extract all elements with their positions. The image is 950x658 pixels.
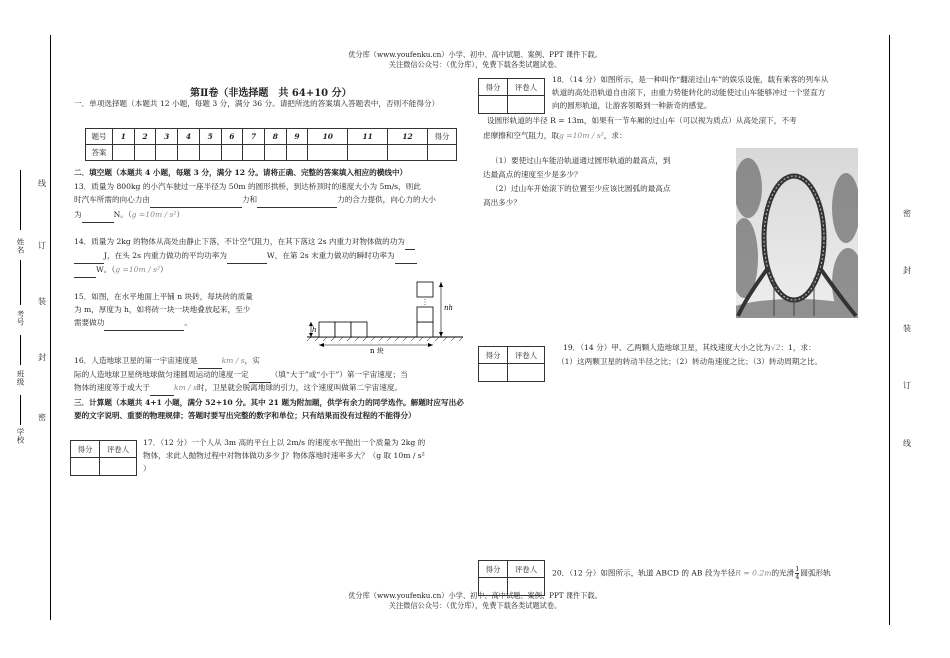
grader-cell[interactable] [508,364,545,382]
q16-line-a [74,355,474,369]
q18-line-e [483,130,876,143]
part2-title: 二．填空题（本题共 4 小题，每题 3 分，满分 12 分。请将正确、完整的答案填入相应的横线中） [74,168,408,177]
brick [351,322,367,337]
q18-line-b: 轨道的高处沿轨道自由滚下，由重力势能转化的动能使过山车能够冲过一个竖直方 [552,88,826,97]
blank[interactable] [198,355,222,369]
q13-text: ） [176,210,185,219]
table-cell: 3 [156,129,178,145]
label-n: n 块 [370,347,384,355]
q18-formula: g =10m / s² [558,131,604,140]
q13-text: 力的合力提供，向心力的大小 [337,195,436,204]
answer-cell[interactable] [243,145,265,161]
q13-line-c [74,209,474,223]
score-cell[interactable] [479,578,508,596]
part3-title: 三．计算题（本题共 4+1 小题，满分 52+10 分。其中 21 题为附加题，供学有余力的同学选作。解题时应写出必要的文字说明、重要的物理规律；答题时要写出完整的数字和单位；只有结果而没有过程的不能得分） [74,398,464,420]
answer-cell[interactable] [178,145,200,161]
binding-field-name: 姓名 [16,238,25,254]
table-cell: 7 [243,129,265,145]
binding-blank [20,260,21,305]
ground-hatch [307,337,463,341]
part1-intro: 一．单项选择题（本题共 12 小题，每题 3 分，满分 36 分。请把所选的答案填入答题表中，否则不能得分） [74,99,440,108]
answer-cell[interactable] [221,145,243,161]
q18-part2-b: 高出多少？ [483,198,521,207]
frac-num: 1 [795,565,800,573]
score-cell[interactable] [479,364,508,382]
q18-text: ，求： [603,131,627,140]
table-cell: 6 [221,129,243,145]
grader-label: 评卷人 [508,79,545,96]
q15-line-a: 15．如图，在水平地面上平铺 n 块砖，每块砖的质量 [74,292,253,301]
answer-cell[interactable] [308,145,348,161]
blank[interactable] [104,317,184,331]
answer-table [85,128,457,161]
grader-label: 评卷人 [508,561,545,578]
q16-text: ，实 [244,356,260,365]
q18-line-d: 设圆形轨道的半径 R = 13m，如果有一节车厢的过山车（可以视为质点）从高处滚下，不考 [487,116,797,125]
table-cell: 4 [178,129,200,145]
score-box [478,560,545,596]
table-cell: 9 [286,129,308,145]
q20-line-a [552,566,887,581]
q16-text: 物体的速度等于或大于 [74,383,150,392]
frac-den: 4 [795,573,800,581]
q14-text: W，在第 2s 末重力做功的瞬时功率为 [266,251,395,260]
answer-cell[interactable] [134,145,156,161]
score-label: 得分 [479,79,508,96]
q18-line-c: 向的圆形轨道，让游客领略到一种新奇的感觉。 [552,101,712,110]
table-cell: 题号 [86,129,113,145]
q16-line-b [74,369,474,383]
roller-coaster-image [736,148,858,318]
q14-text: W。（ [96,265,116,274]
q13-line-a: 13．质量为 800kg 的小汽车驶过一座半径为 50m 的圆形拱桥，到达桥顶时的速度大小为 5m/s，则此 [74,182,421,191]
table-cell: 11 [348,129,388,145]
q13-text: 时汽车所需的向心力由 [74,195,150,204]
table-cell: 8 [264,129,286,145]
q17-line-b: 物体，求此人抛物过程中对物体做功多少 J？物体落地时速率多大？（g 取 10m / s² [143,451,425,460]
grader-label: 评卷人 [100,441,137,458]
binding-char: 密 [903,209,911,218]
q16-line-c [74,382,474,396]
footer-line-2: 关注微信公众号：（优分库），免费下载各类试题试卷。 [388,601,562,610]
q14-line-b [74,250,474,264]
q13-formula: g =10m / s² [131,210,177,219]
table-cell: 1 [113,129,135,145]
table-cell: 12 [388,129,428,145]
binding-char: 线 [38,179,46,188]
q20-text: 圆弧形轨 [800,568,831,578]
q14-line-a [74,236,474,250]
binding-blank [20,170,21,230]
blank[interactable] [257,194,337,208]
answer-cell[interactable] [348,145,388,161]
score-label: 得分 [479,561,508,578]
binding-char: 装 [38,297,46,306]
brick [417,282,433,297]
table-cell: 5 [199,129,221,145]
q18-line-a: 18．（14 分）如图所示，是一种叫作“翻滚过山车”的娱乐设施，载有乘客的列车从 [552,75,829,84]
label-h: h [312,326,317,334]
q13-text: 为 [74,210,82,219]
right-binding-line [889,35,890,625]
binding-char: 封 [903,266,911,275]
blank[interactable] [150,382,174,396]
q15-line-b: 为 m，厚度为 h，如将砖一块一块地叠放起来，至少 [74,305,251,314]
grader-cell[interactable] [100,458,137,476]
q18-part1-a: （1）要使过山车能沿轨道通过圆形轨道的最高点，到 [491,156,671,165]
q20-text: 20．（12 分）如图所示，轨道 ABCD 的 AB 段为半径 [552,568,736,578]
blank[interactable] [249,369,271,383]
q15-text: 。 [184,318,192,327]
q14-formula: g =10m / s² [115,265,161,274]
binding-char: 装 [903,324,911,333]
binding-blank [20,395,21,425]
q15-line-c [74,317,304,331]
q17-line-a: 17．（12 分）一个人从 3m 高的平台上以 2m/s 的速度水平抛出一个质量为 2kg 的 [143,438,426,447]
q19-text: 19．（14 分）甲、乙两颗人造地球卫星，其线速度大小之比为 [563,343,771,352]
answer-cell[interactable] [286,145,308,161]
table-cell: 2 [134,129,156,145]
blank[interactable] [74,264,96,278]
q13-line-b [74,194,474,208]
binding-char: 线 [903,439,911,448]
brick [319,322,335,337]
q19-text: ：1，求： [780,343,816,352]
blank[interactable] [395,250,417,264]
score-cell[interactable] [71,458,100,476]
blank[interactable] [82,209,114,223]
grader-cell[interactable] [508,96,545,114]
blank[interactable] [405,236,415,250]
q17-line-c: ） [143,464,151,473]
header-line-2: 关注微信公众号：（优分库），免费下载各类试题试卷。 [388,60,562,69]
q14-text: ） [160,265,168,274]
binding-char: 订 [903,381,911,390]
brick [417,322,433,337]
q14-text: 14．质量为 2kg 的物体从高处由静止下落，不计空气阻力，在其下落这 2s 内重力对物体做的功为 [74,237,405,246]
q16-text: 16．人造地球卫星的第一宇宙速度是 [74,356,198,365]
q16-unit: km / s [221,356,245,365]
q18-part2-a: （2）过山车开始滚下的位置至少应该比圆弧的最高点 [491,184,671,193]
section-title: 第Ⅱ卷（非选择题 共 64+10 分） [190,88,352,99]
score-box [478,78,545,114]
table-row [86,145,457,161]
table-cell: 答案 [86,145,113,161]
q14-text: J，在头 2s 内重力做功的平均功率为 [104,251,227,260]
table-cell: 10 [308,129,348,145]
q16-text: 际的人造地球卫星绕地球做匀速圆周运动的速度一定 [74,370,249,379]
q16-text: 时，卫星就会脱离地球的引力，这个速度叫做第二宇宙速度。 [197,383,403,392]
score-box [478,346,545,382]
q19-line-a [563,342,883,355]
label-nh: nh [444,304,454,312]
binding-field-class: 班级 [16,370,25,386]
fraction [795,566,799,581]
score-cell[interactable] [428,145,457,161]
binding-field-school: 学校 [16,428,25,444]
answer-cell[interactable] [113,145,135,161]
grader-cell[interactable] [508,578,545,596]
q19-ratio: √2 [770,343,781,352]
header-line-1: 优分库（www.youfenku.cn）小学、初中、高中试题、案例、PPT 课件下载。 [348,50,602,59]
q14-line-c [74,264,474,278]
q13-text: N。（ [113,210,132,219]
q16-unit: km / s [173,383,198,392]
binding-blank [20,335,21,365]
binding-char: 订 [38,241,46,250]
score-label: 得分 [479,347,508,364]
blank[interactable] [150,194,242,208]
score-label: 得分 [71,441,100,458]
answer-cell[interactable] [388,145,428,161]
answer-cell[interactable] [199,145,221,161]
q13-text: 力和 [241,195,258,204]
table-row [86,129,457,145]
answer-cell[interactable] [156,145,178,161]
score-cell[interactable] [479,96,508,114]
footer-line-1: 优分库（www.youfenku.cn）小学、初中、高中试题、案例、PPT 课件下载。 [348,591,602,600]
q19-line-b: （1）这两颗卫星的转动半径之比；（2）转动角速度之比；（3）转动周期之比。 [557,357,823,366]
q18-text: 虑摩擦和空气阻力，取 [483,131,559,140]
brick [335,322,351,337]
score-box [70,440,137,476]
brick-figure [305,280,465,355]
brick [417,307,433,322]
blank[interactable] [227,250,267,264]
q15-text: 需要做功 [74,318,105,327]
binding-char: 密 [38,413,46,422]
grader-label: 评卷人 [508,347,545,364]
q20-radius: R = 0.2m [735,568,772,578]
blank[interactable] [74,250,104,264]
answer-cell[interactable] [264,145,286,161]
left-binding-line [50,35,51,620]
table-cell: 得分 [428,129,457,145]
binding-char: 封 [38,353,46,362]
binding-field-id: 考号 [16,310,25,326]
q18-part1-b: 达最高点的速度至少是多少？ [483,170,582,179]
q16-text: （填“大于”或“小于”）第一宇宙速度；当 [270,370,408,379]
q20-text: 的光滑 [771,568,795,578]
